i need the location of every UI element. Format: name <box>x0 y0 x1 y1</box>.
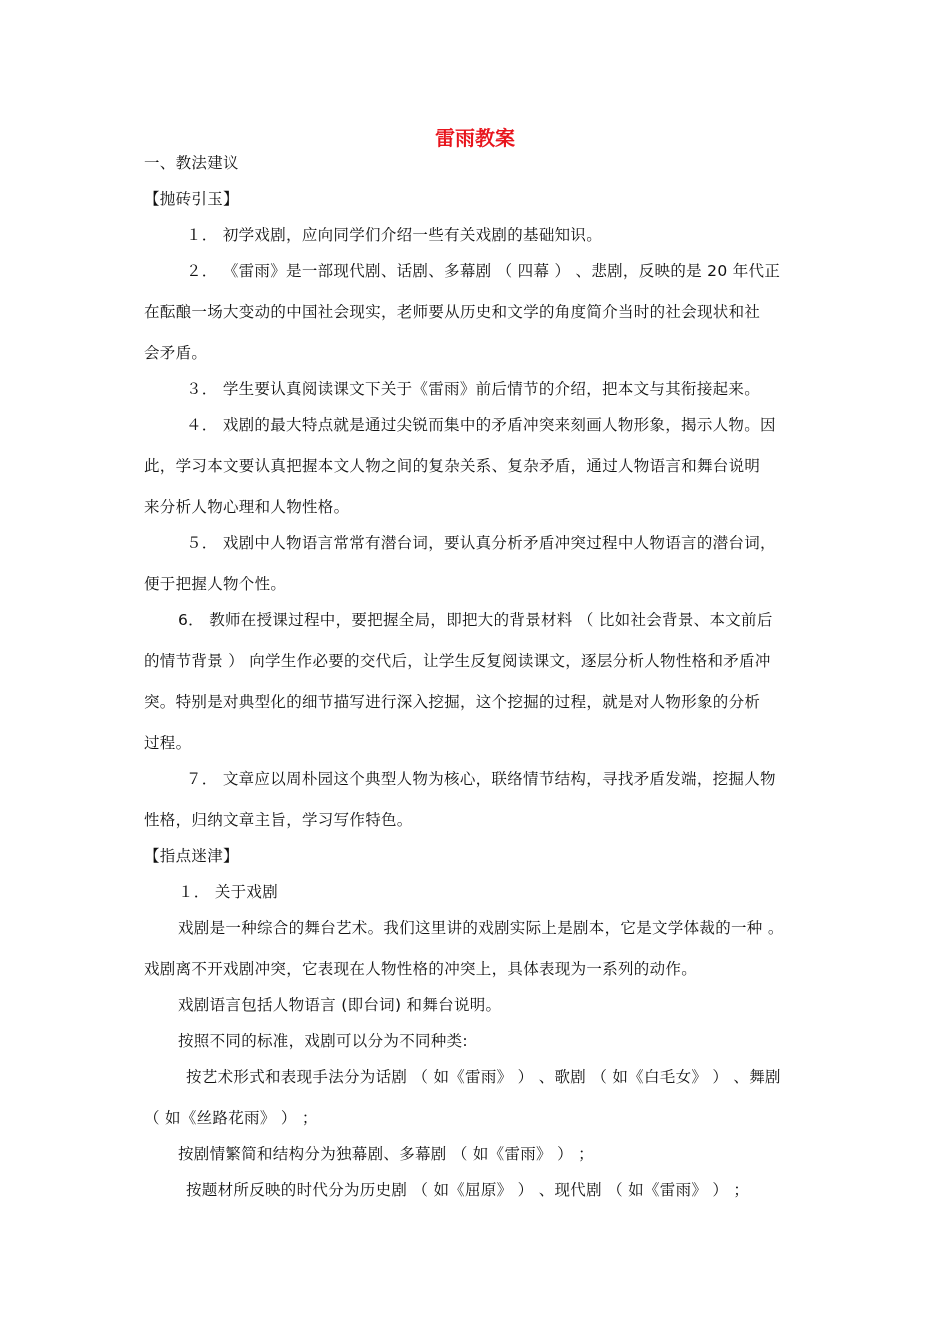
paragraph-line: １． 初学戏剧，应向同学们介绍一些有关戏剧的基础知识。 <box>186 226 603 244</box>
paragraph-line: 过程。 <box>144 734 192 752</box>
paragraph-line: 戏剧是一种综合的舞台艺术。我们这里讲的戏剧实际上是剧本，它是文学体裁的一种 。 <box>178 919 784 937</box>
paragraph-line: 来分析人物心理和人物性格。 <box>144 498 350 516</box>
paragraph-line: ２． 《雷雨》是一部现代剧、话剧、多幕剧 （ 四幕 ） 、悲剧，反映的是 20 年代正 <box>186 262 781 280</box>
paragraph-line: 6． 教师在授课过程中，要把握全局，即把大的背景材料 （ 比如社会背景、本文前后 <box>178 611 773 629</box>
subsection-heading-intro: 【抛砖引玉】 <box>144 190 239 208</box>
paragraph-line: ３． 学生要认真阅读课文下关于《雷雨》前后情节的介绍，把本文与其衔接起来。 <box>186 380 761 398</box>
paragraph-line: ５． 戏剧中人物语言常常有潜台词，要认真分析矛盾冲突过程中人物语言的潜台词， <box>186 534 776 552</box>
paragraph-line: 戏剧语言包括人物语言 (即台词) 和舞台说明。 <box>178 996 502 1014</box>
paragraph-line: ４． 戏剧的最大特点就是通过尖锐而集中的矛盾冲突来刻画人物形象，揭示人物。因 <box>186 416 776 434</box>
paragraph-line: １． 关于戏剧 <box>178 883 279 901</box>
paragraph-line: ７． 文章应以周朴园这个典型人物为核心，联络情节结构，寻找矛盾发端，挖掘人物 <box>186 770 776 788</box>
paragraph-line: 便于把握人物个性。 <box>144 575 287 593</box>
paragraph-line: 按艺术形式和表现手法分为话剧 （ 如《雷雨》 ） 、歌剧 （ 如《白毛女》 ） 、舞剧 <box>186 1068 781 1086</box>
subsection-heading-guidance: 【指点迷津】 <box>144 847 239 865</box>
paragraph-line: 的情节背景 ） 向学生作必要的交代后，让学生反复阅读课文，逐层分析人物性格和矛盾冲 <box>144 652 771 670</box>
document-title: 雷雨教案 <box>435 126 515 150</box>
paragraph-line: 按题材所反映的时代分为历史剧 （ 如《屈原》 ） 、现代剧 （ 如《雷雨》 ） ； <box>186 1181 750 1199</box>
paragraph-line: （ 如《丝路花雨》 ） ； <box>144 1109 318 1127</box>
paragraph-line: 性格，归纳文章主旨，学习写作特色。 <box>144 811 413 829</box>
paragraph-line: 在酝酿一场大变动的中国社会现实，老师要从历史和文学的角度简介当时的社会现状和社 <box>144 303 761 321</box>
paragraph-line: 突。特别是对典型化的细节描写进行深入挖掘，这个挖掘的过程，就是对人物形象的分析 <box>144 693 761 711</box>
paragraph-line: 会矛盾。 <box>144 344 208 362</box>
section-heading-teaching-suggestions: 一、教法建议 <box>144 154 239 172</box>
paragraph-line: 按剧情繁简和结构分为独幕剧、多幕剧 （ 如《雷雨》 ） ； <box>178 1145 594 1163</box>
paragraph-line: 戏剧离不开戏剧冲突，它表现在人物性格的冲突上，具体表现为一系列的动作。 <box>144 960 698 978</box>
paragraph-line: 按照不同的标准，戏剧可以分为不同种类: <box>178 1032 468 1050</box>
paragraph-line: 此，学习本文要认真把握本文人物之间的复杂关系、复杂矛盾，通过人物语言和舞台说明 <box>144 457 761 475</box>
